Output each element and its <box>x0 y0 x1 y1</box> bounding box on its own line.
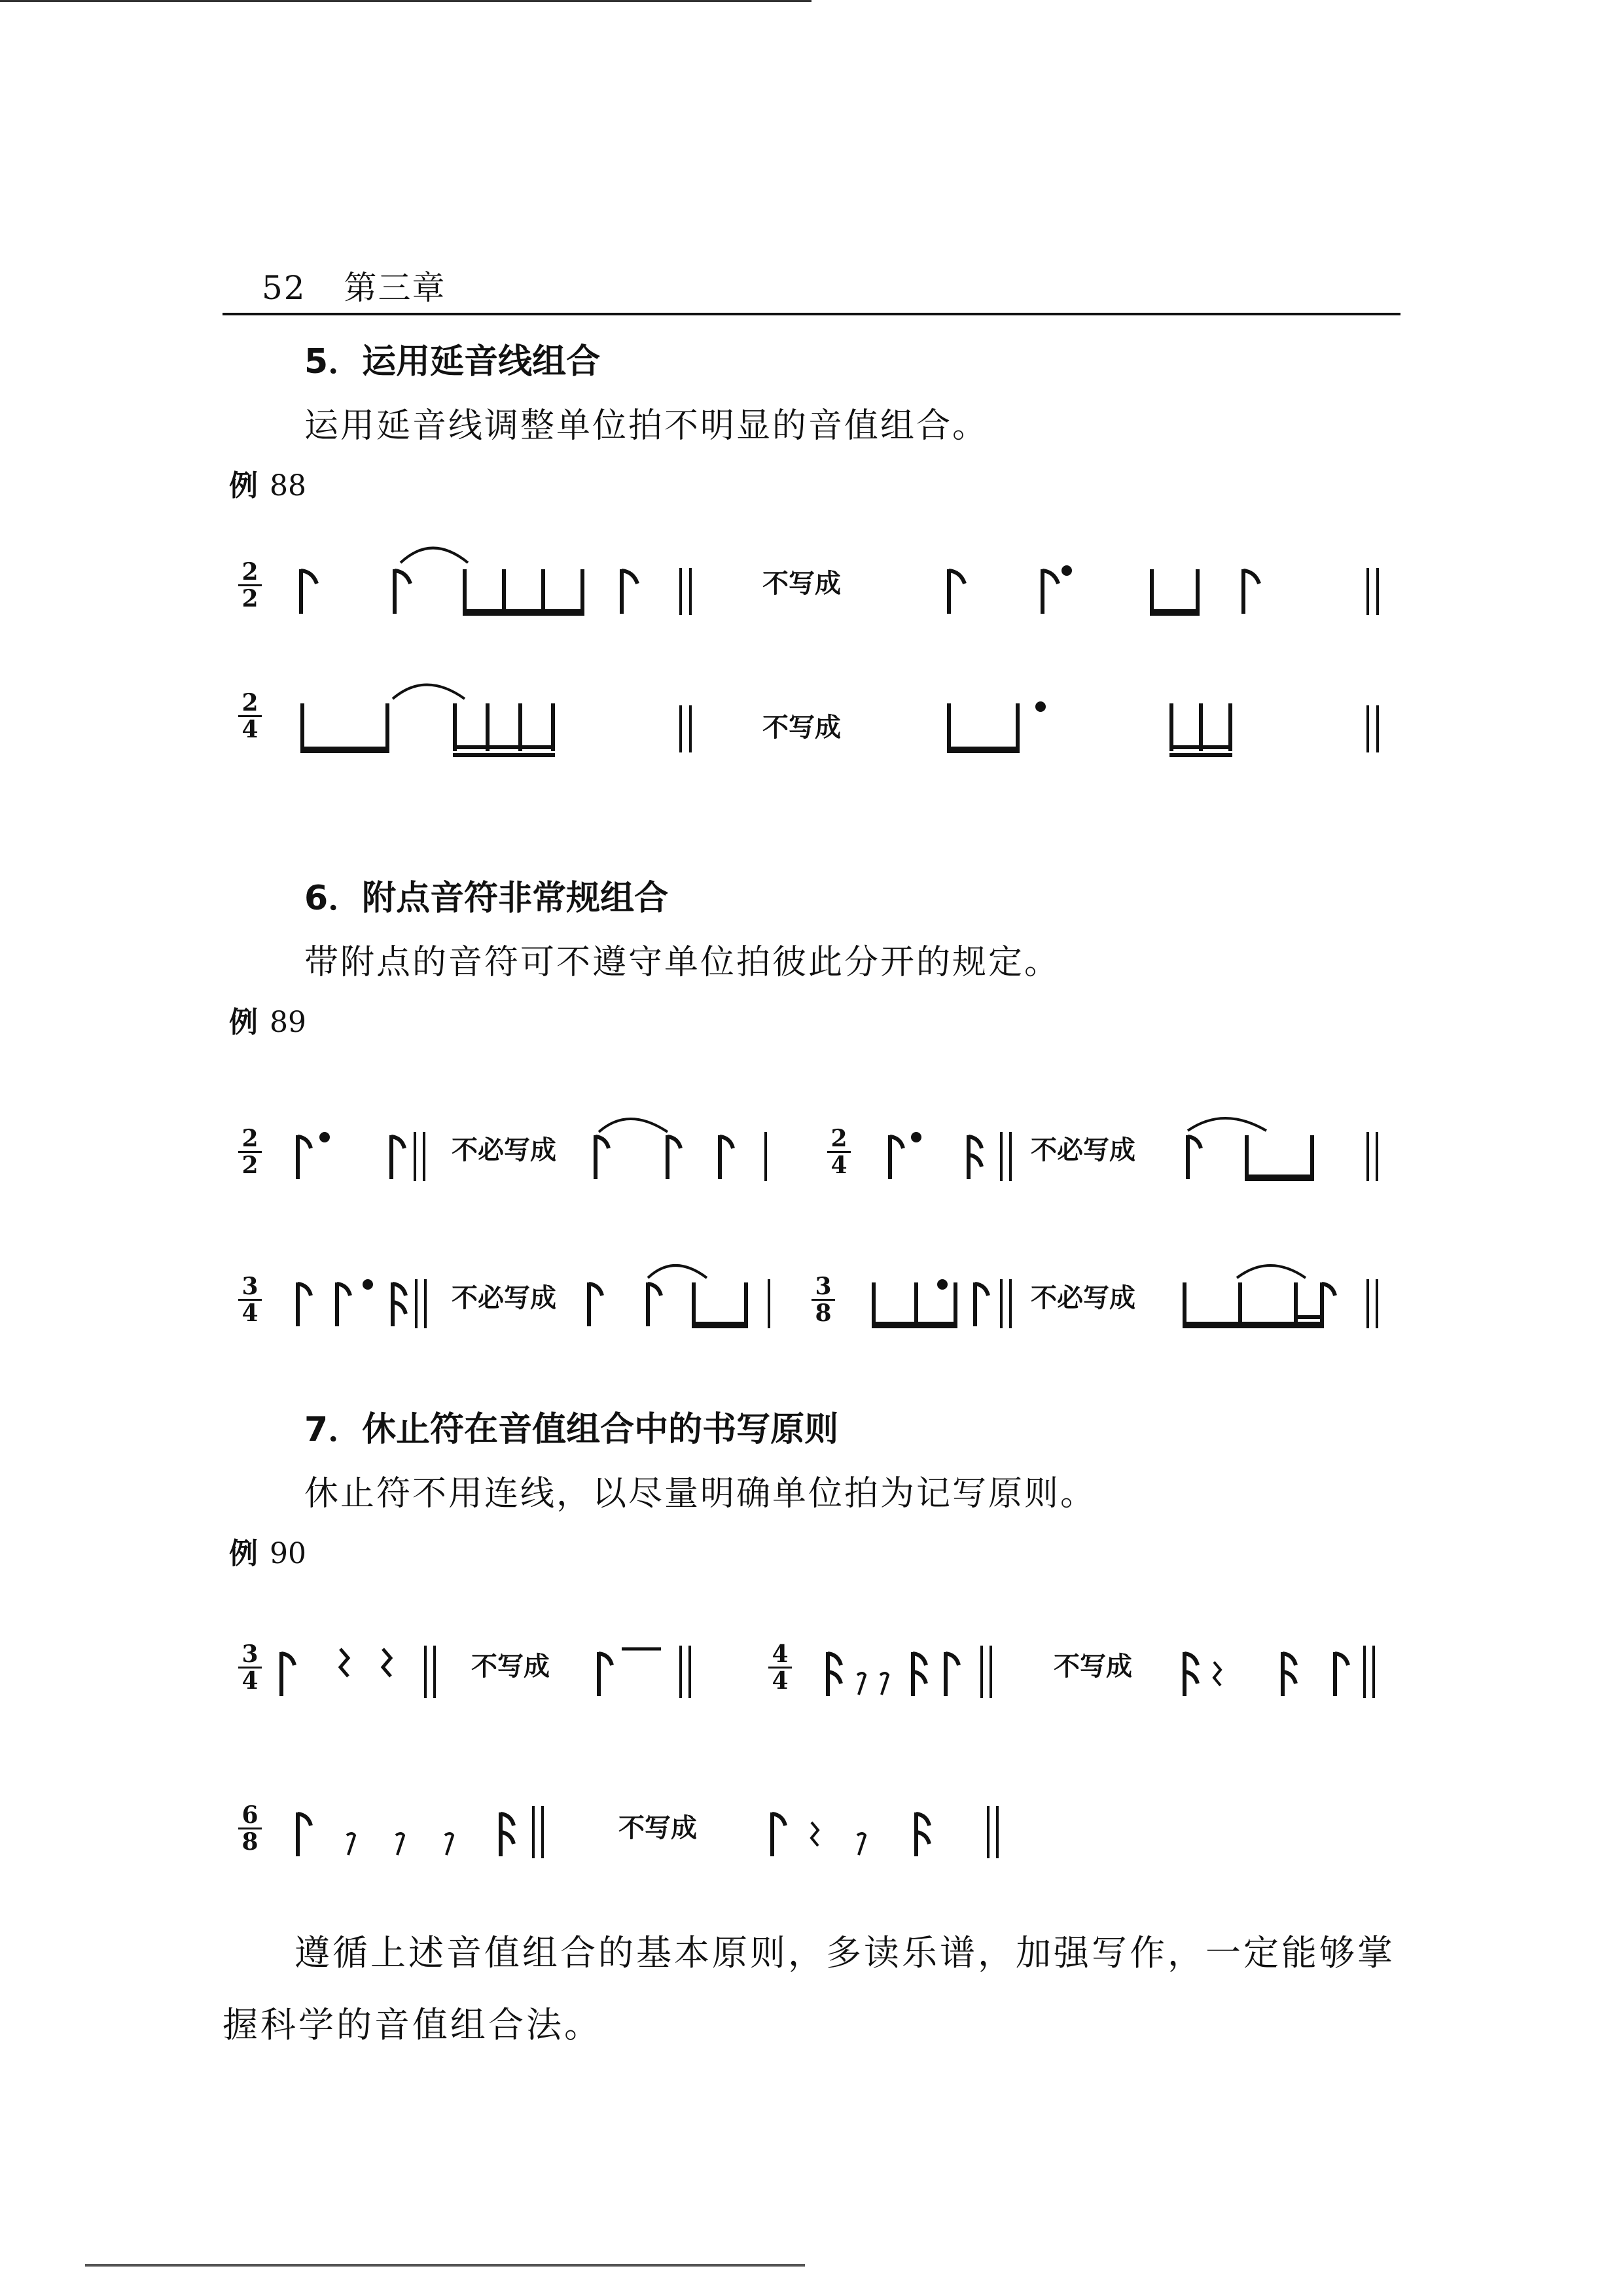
running-head <box>262 262 446 309</box>
marker-need-not: 不必写成 <box>452 1135 556 1165</box>
ts-top: 6 <box>241 1801 259 1829</box>
marker-not-written: 不写成 <box>1054 1651 1132 1682</box>
ts-top: 3 <box>241 1273 259 1300</box>
music-row-88-2 <box>0 674 1623 779</box>
page-number: 52 <box>262 269 306 307</box>
ts-bottom: 2 <box>241 585 259 612</box>
ts-bottom: 8 <box>241 1828 259 1856</box>
marker-need-not: 不必写成 <box>1031 1283 1135 1313</box>
ts-top: 2 <box>830 1125 847 1152</box>
chapter-title: 第三章 <box>344 269 446 307</box>
example-number: 90 <box>270 1537 306 1570</box>
ts-bottom: 4 <box>241 1299 259 1327</box>
scan-edge-top <box>0 0 812 2</box>
section-heading-7: 7．休止符在音值组合中的书写原则 <box>304 1410 839 1449</box>
header-rule <box>223 313 1400 315</box>
section-heading-5: 5．运用延音线组合 <box>304 342 601 381</box>
example-number: 88 <box>270 469 306 503</box>
ts-top: 3 <box>241 1640 259 1668</box>
example-prefix: 例 <box>229 469 258 503</box>
ts-bottom: 4 <box>241 1667 259 1695</box>
example-prefix: 例 <box>229 1006 258 1039</box>
closing-paragraph <box>223 1917 1400 2061</box>
music-row-90-1 <box>0 1623 1623 1721</box>
ts-bottom: 4 <box>772 1667 789 1695</box>
section-heading-6: 6．附点音符非常规组合 <box>304 879 669 918</box>
ts-top: 2 <box>241 1125 259 1152</box>
ts-top: 3 <box>815 1273 832 1300</box>
music-row-90-2 <box>0 1783 1623 1881</box>
marker-not-written: 不写成 <box>471 1651 550 1682</box>
marker-need-not: 不必写成 <box>452 1283 556 1313</box>
ts-top: 2 <box>241 689 259 716</box>
ts-bottom: 4 <box>241 716 259 743</box>
section-description-5: 运用延音线调整单位拍不明显的音值组合。 <box>304 406 989 446</box>
marker-not-written: 不写成 <box>762 713 841 743</box>
example-label-90 <box>229 1530 306 1572</box>
marker-not-written: 不写成 <box>618 1813 697 1843</box>
ts-top: 2 <box>241 558 259 586</box>
example-label-89 <box>229 998 306 1040</box>
example-label-88 <box>229 462 306 504</box>
example-number: 89 <box>270 1006 306 1039</box>
example-prefix: 例 <box>229 1537 258 1570</box>
ts-bottom: 4 <box>830 1152 847 1179</box>
ts-top: 4 <box>772 1640 789 1668</box>
music-row-88-1 <box>0 537 1623 641</box>
marker-not-written: 不写成 <box>762 569 841 599</box>
section-description-6: 带附点的音符可不遵守单位拍彼此分开的规定。 <box>304 943 1061 982</box>
section-description-7: 休止符不用连线，以尽量明确单位拍为记写原则。 <box>304 1474 1097 1513</box>
music-row-89-1 <box>0 1106 1623 1204</box>
marker-need-not: 不必写成 <box>1031 1135 1135 1165</box>
ts-bottom: 8 <box>815 1299 832 1327</box>
music-row-89-2 <box>0 1253 1623 1351</box>
closing-text: 遵循上述音值组合的基本原则，多读乐谱，加强写作，一定能够掌握科学的音值组合法。 <box>223 1932 1395 2045</box>
scan-edge-bottom <box>85 2264 805 2267</box>
ts-bottom: 2 <box>241 1152 259 1179</box>
